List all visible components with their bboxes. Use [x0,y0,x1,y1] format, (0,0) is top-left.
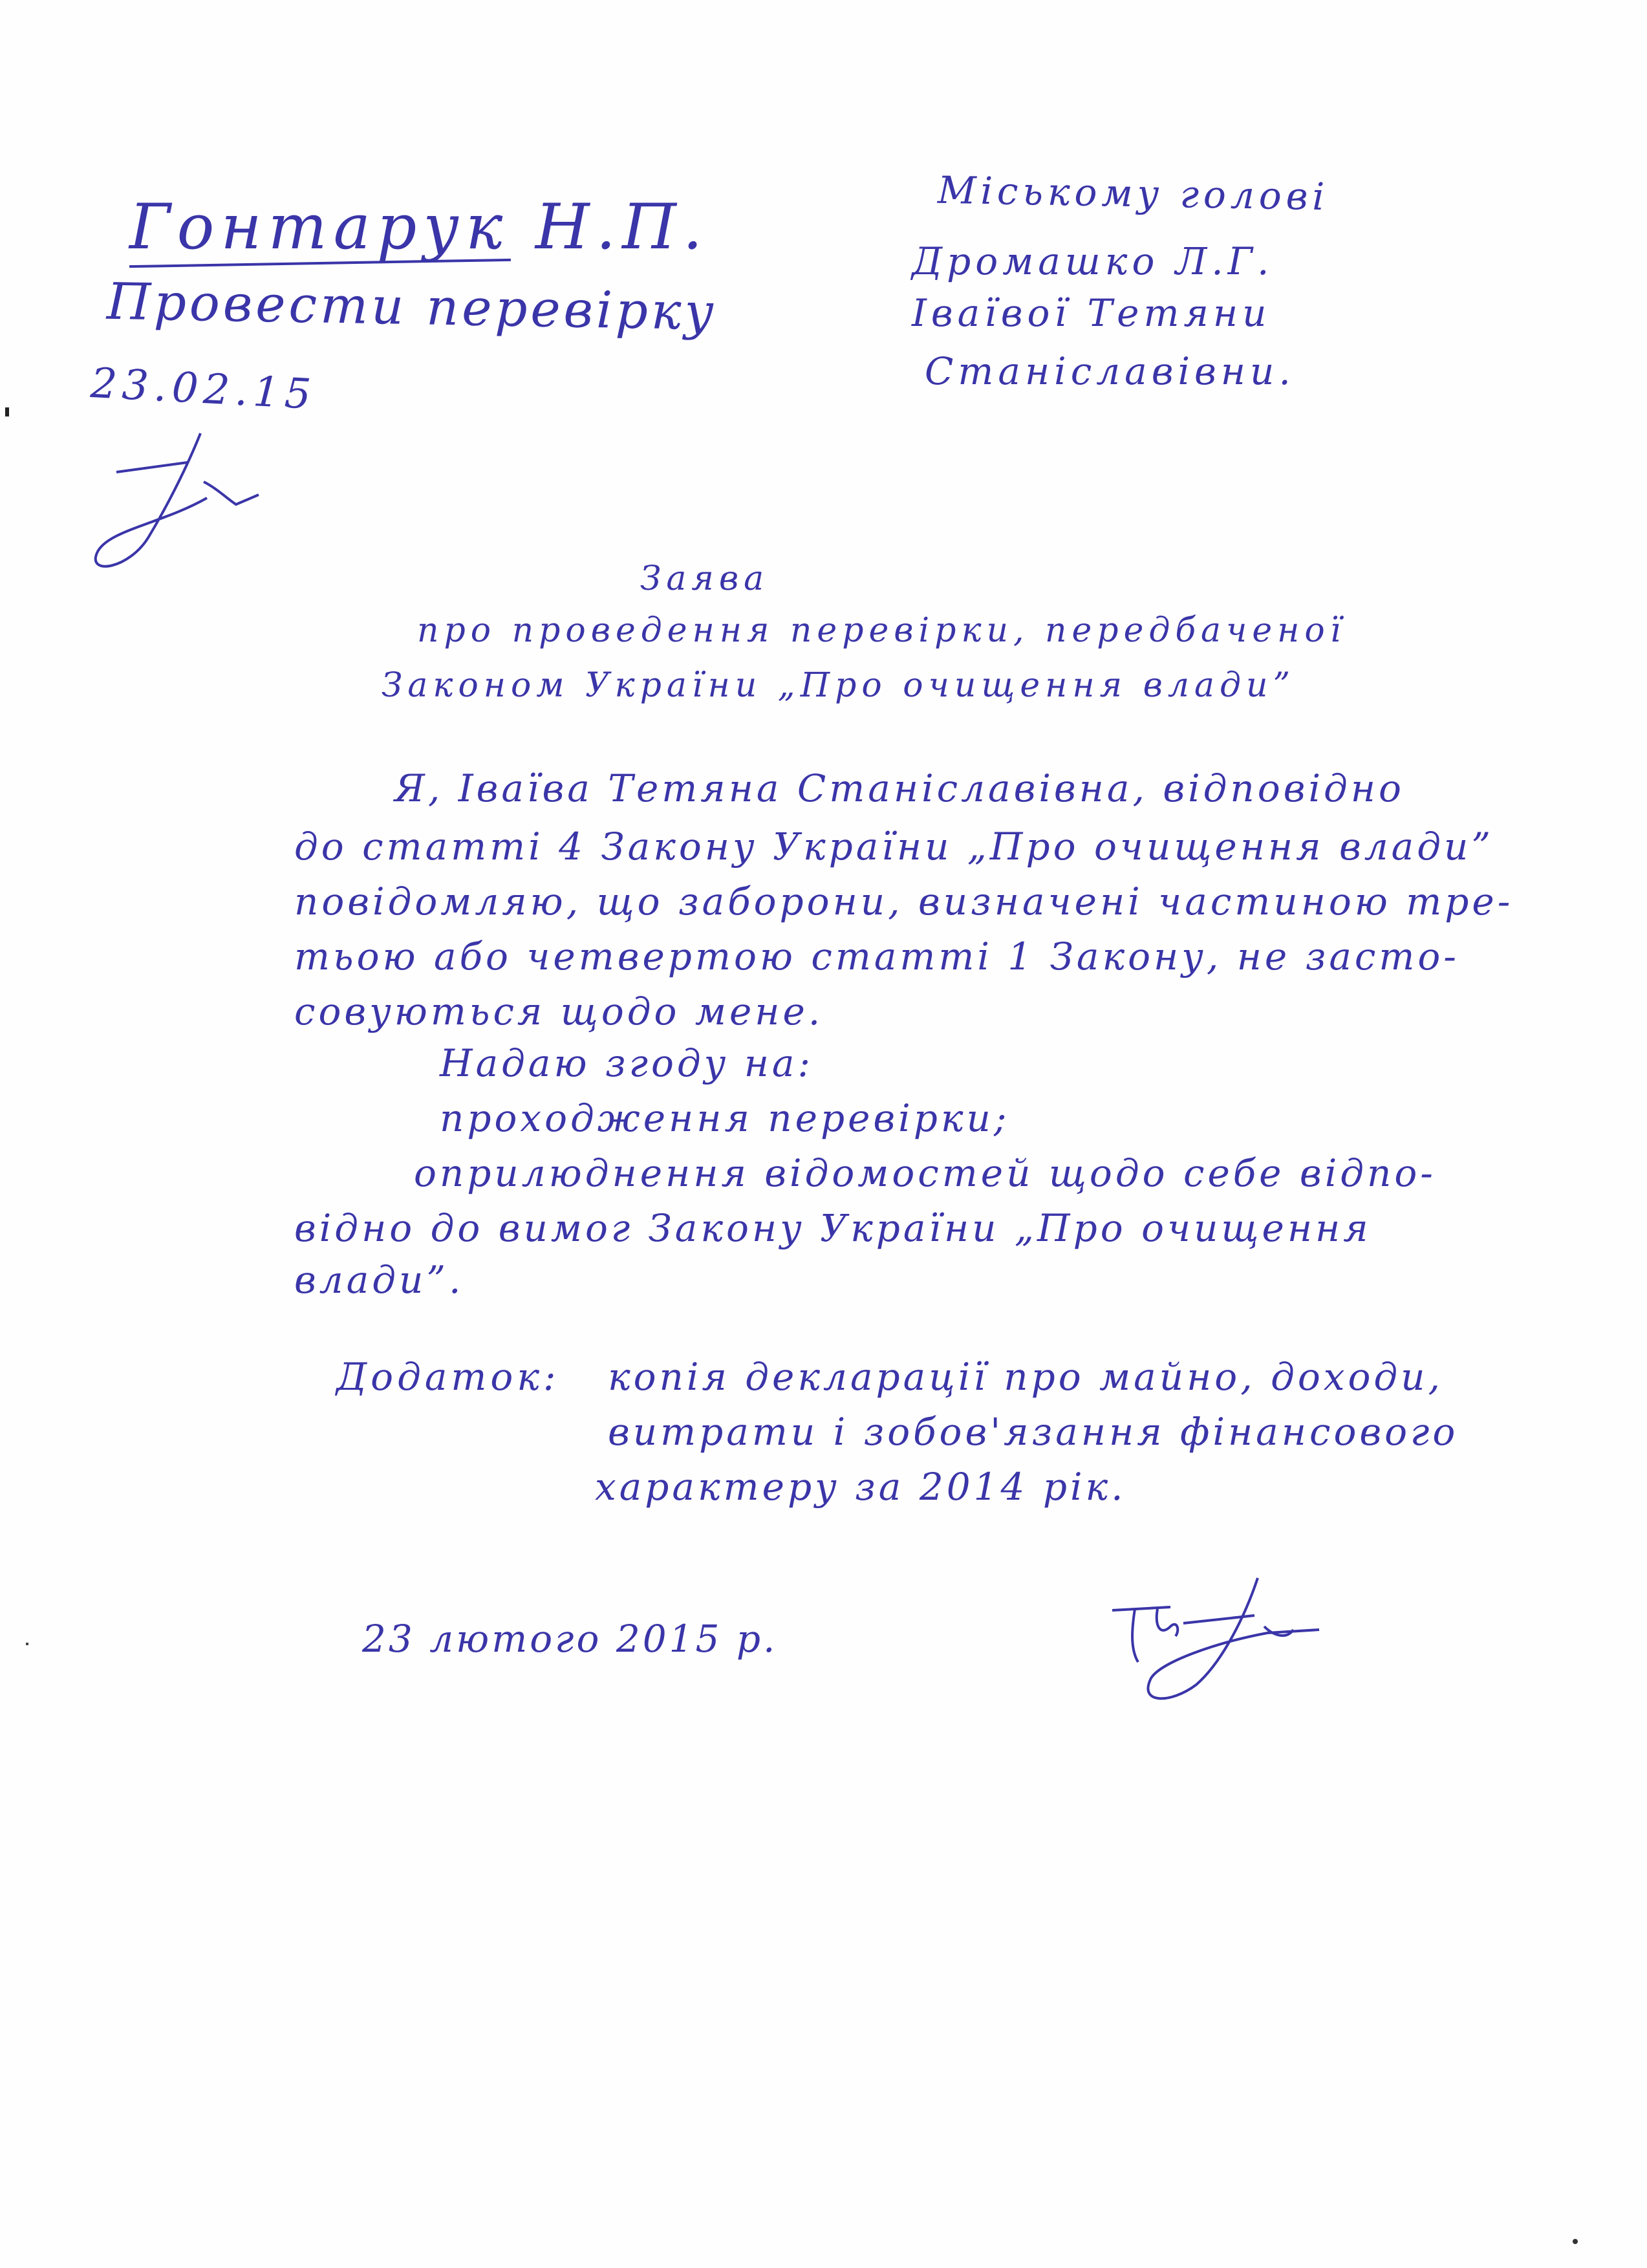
resolution-name: Гонтарук Н.П. [129,191,709,263]
body-line-3: повідомляю, що заборони, визначені частиною тре- [294,880,1514,923]
body-line-9: відно до вимог Закону України „Про очищення [294,1206,1372,1250]
resolution-date: 23.02.15 [89,359,318,420]
corner-mark [1573,2239,1578,2244]
body-line-2: до статті 4 Закону України „Про очищення влади” [294,825,1494,869]
addressee-line-3: Іваївої Тетяни [912,291,1271,335]
body-line-4: тьою або четвертою статті 1 Закону, не засто- [294,934,1459,978]
attachment-label: Додаток: [336,1355,560,1399]
document-date: 23 лютого 2015 р. [362,1617,778,1661]
document-subtitle-line-1: про проведення перевірки, передбаченої [417,611,1346,650]
addressee-line-1: Міському голові [937,167,1329,219]
body-line-6: Надаю згоду на: [440,1041,814,1085]
author-signature [1099,1565,1332,1714]
margin-mark [5,407,9,416]
attachment-line-3: характеру за 2014 рік. [595,1465,1126,1509]
resolution-instruction: Провести перевірку [106,272,718,342]
body-line-10: влади”. [294,1258,464,1302]
attachment-line-1: копія декларації про майно, доходи, [608,1355,1443,1399]
body-line-8: оприлюднення відомостей щодо себе відпо- [414,1151,1436,1195]
stray-dot [26,1643,28,1645]
addressee-line-2: Дромашко Л.Г. [912,239,1274,283]
body-line-7: проходження перевірки; [440,1096,1010,1140]
document-title: Заява [640,559,770,598]
document-subtitle-line-2: Законом України „Про очищення влади” [382,666,1296,705]
resolution-signature [91,427,304,595]
attachment-line-2: витрати і зобов'язання фінансового [608,1410,1459,1454]
addressee-line-4: Станіславівни. [925,349,1295,393]
body-line-5: совуються щодо мене. [294,989,824,1033]
body-line-1: Я, Іваїва Тетяна Станіславівна, відповідно [394,766,1405,810]
